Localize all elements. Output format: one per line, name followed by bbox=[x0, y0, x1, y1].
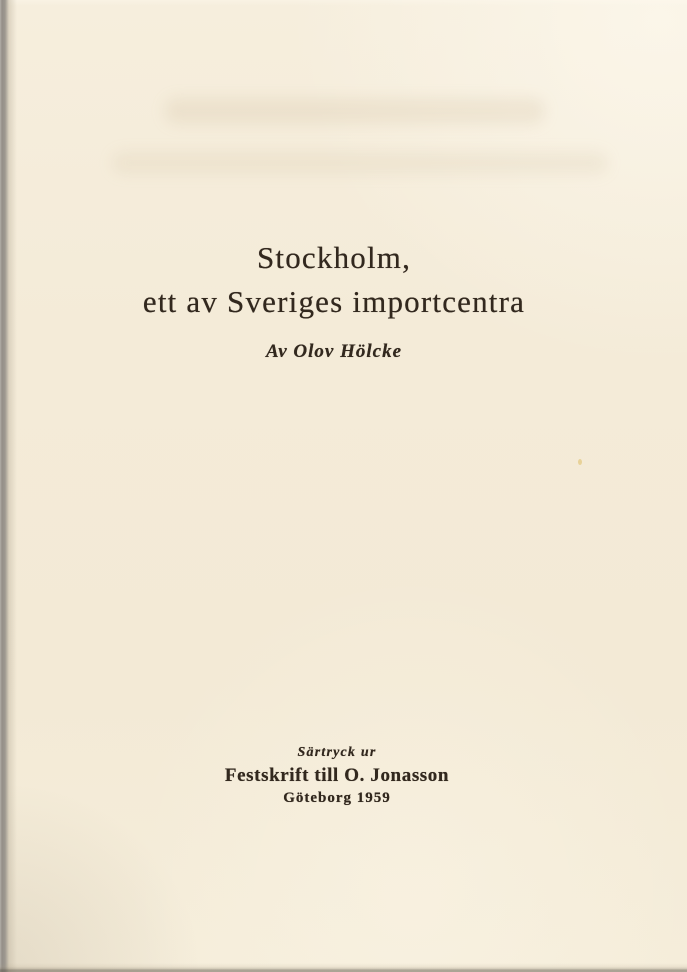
imprint-publication: Festskrift till O. Jonasson bbox=[224, 765, 450, 786]
showthrough-ghost-text-2 bbox=[112, 152, 608, 174]
top-edge-highlight bbox=[0, 0, 687, 6]
bottom-scan-edge-shadow bbox=[0, 962, 687, 972]
imprint-place-year: Göteborg 1959 bbox=[283, 790, 391, 806]
title-line-2: ett av Sveriges importcentra bbox=[142, 284, 526, 319]
showthrough-ghost-text-1 bbox=[165, 98, 545, 124]
title-line-1: Stockholm, bbox=[256, 240, 412, 275]
byline: Av Olov Hölcke bbox=[265, 341, 403, 362]
imprint-series-note: Särtryck ur bbox=[297, 745, 377, 760]
paper-speck bbox=[578, 459, 582, 465]
left-scan-edge-shadow bbox=[0, 0, 18, 972]
